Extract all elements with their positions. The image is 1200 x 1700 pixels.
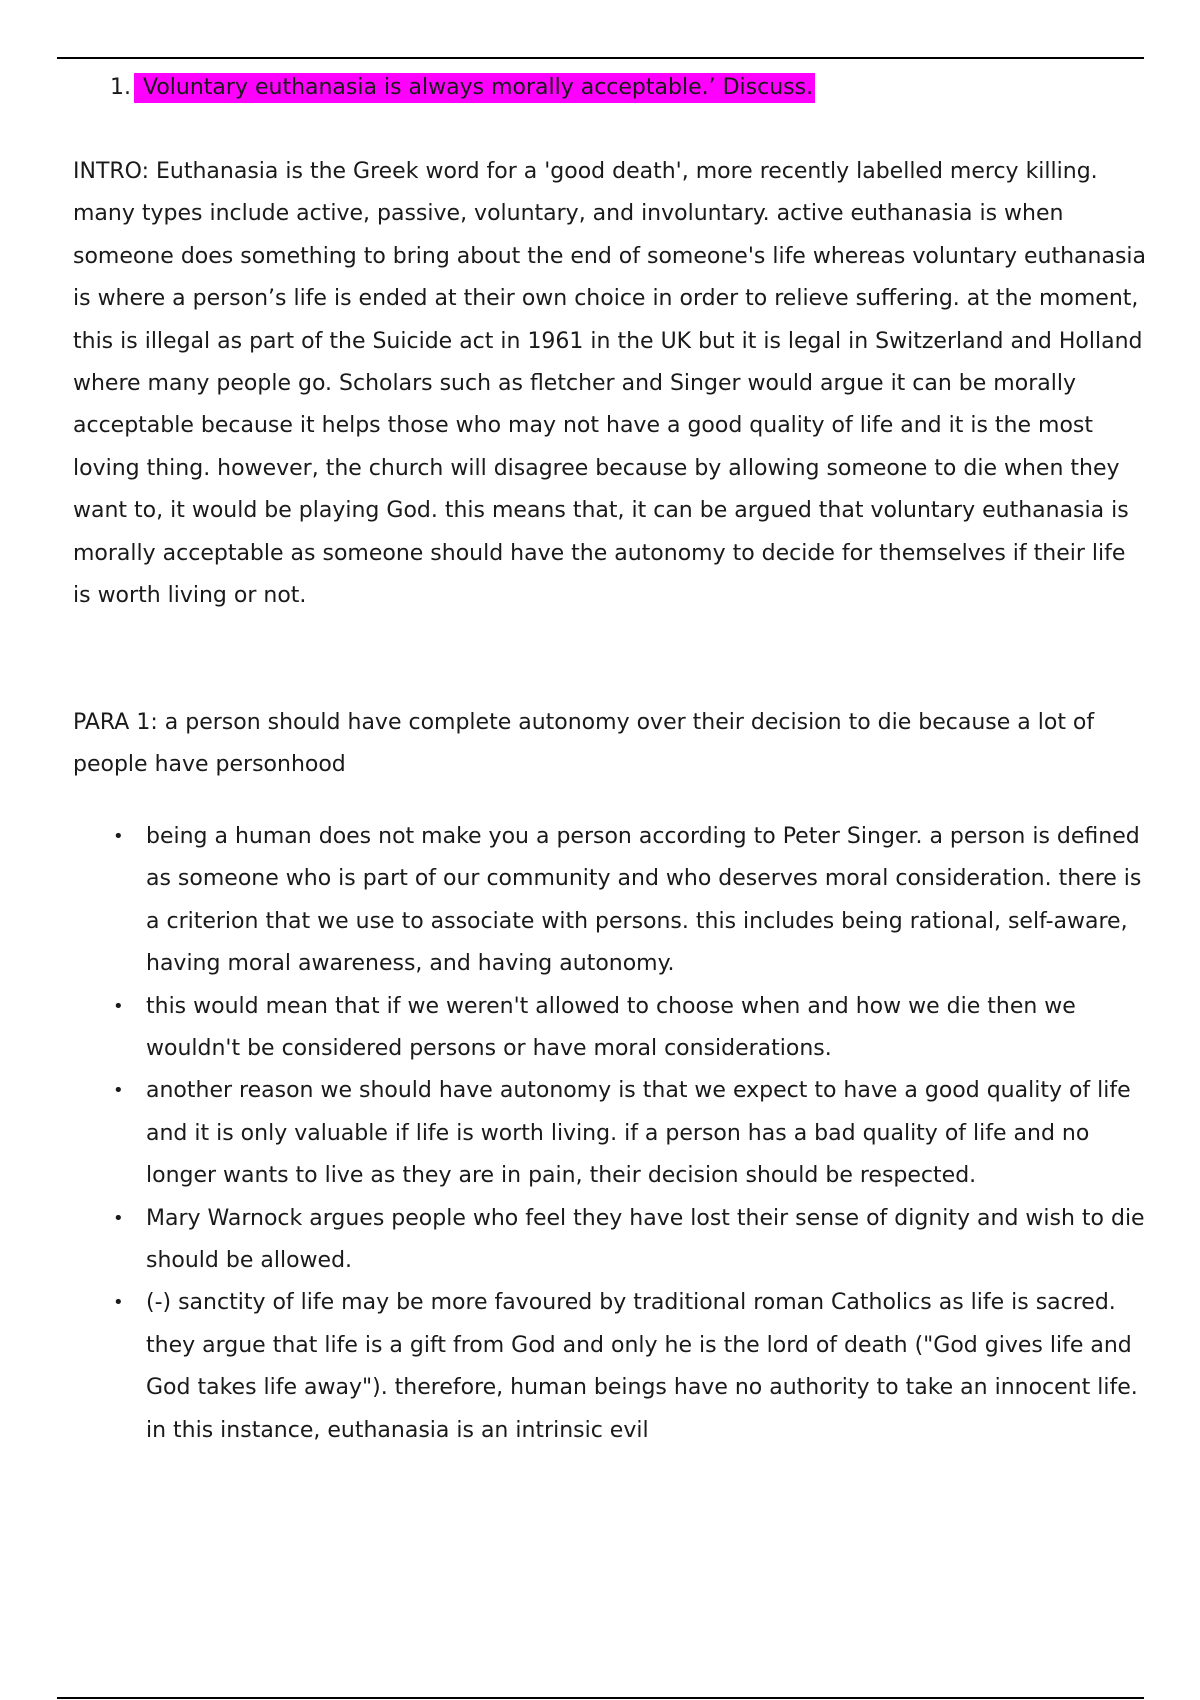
bullet-text: Mary Warnock argues people who feel they have lost their sense of dignity and wish to die should be allowed. [146,1205,1145,1274]
bullet-icon: • [113,995,124,1017]
question-highlighted-text: Voluntary euthanasia is always morally acceptable.’ Discuss. [134,73,815,103]
bullet-text: this would mean that if we weren't allowed to choose when and how we die then we wouldn't be considered persons or have moral considerations. [146,993,1076,1062]
bullet-icon: • [113,1207,124,1229]
para-1-bullet-list [113,816,1146,1452]
para-1-heading: PARA 1: a person should have complete autonomy over their decision to die because a lot of people have personhood [73,710,1095,778]
bullet-item [113,1070,1146,1197]
bullet-text: (-) sanctity of life may be more favoured by traditional roman Catholics as life is sacred. they argue that life is a gift from God and only he is the lord of death ("God gives life and God takes life away"). therefore, human beings have no authority to take an innocent life. in this instance, euthanasia is an intrinsic evil [146,1290,1138,1443]
top-rule [57,57,1144,59]
bullet-item [113,1198,1146,1283]
bullet-item [113,1282,1146,1452]
bottom-rule [57,1697,1144,1699]
bullet-icon: • [113,1292,124,1314]
question-number: 1. [110,75,131,100]
bullet-icon: • [113,826,124,847]
bullet-text: being a human does not make you a person according to Peter Singer. a person is defined as someone who is part of our community and who deserves moral consideration. there is a criterion that we use to associate with persons. this includes being rational, self-aware, having moral awareness, and having autonomy. [146,824,1142,977]
bullet-item [113,986,1146,1071]
bullet-icon: • [113,1080,124,1102]
bullet-item [113,816,1146,986]
essay-question [110,70,815,106]
bullet-text: another reason we should have autonomy is that we expect to have a good quality of life and it is only valuable if life is worth living. if a person has a bad quality of life and no longer wants to live as they are in pain, their decision should be respected. [146,1078,1131,1189]
intro-paragraph: INTRO: Euthanasia is the Greek word for a 'good death', more recently labelled mercy killing. many types include active, passive, voluntary, and involuntary. active euthanasia is when someone does something to bring about the end of someone's life whereas voluntary euthanasia is where a person’s life is ended at their own choice in order to relieve suffering. at the moment, this is illegal as part of the Suicide act in 1961 in the UK but it is legal in Switzerland and Holland where many people go. Scholars such as fletcher and Singer would argue it can be morally acceptable because it helps those who may not have a good quality of life and it is the most loving thing. however, the church will disagree because by allowing someone to die when they want to, it would be playing God. this means that, it can be argued that voluntary euthanasia is morally acceptable as someone should have the autonomy to decide for themselves if their life is worth living or not. [73,159,1146,609]
